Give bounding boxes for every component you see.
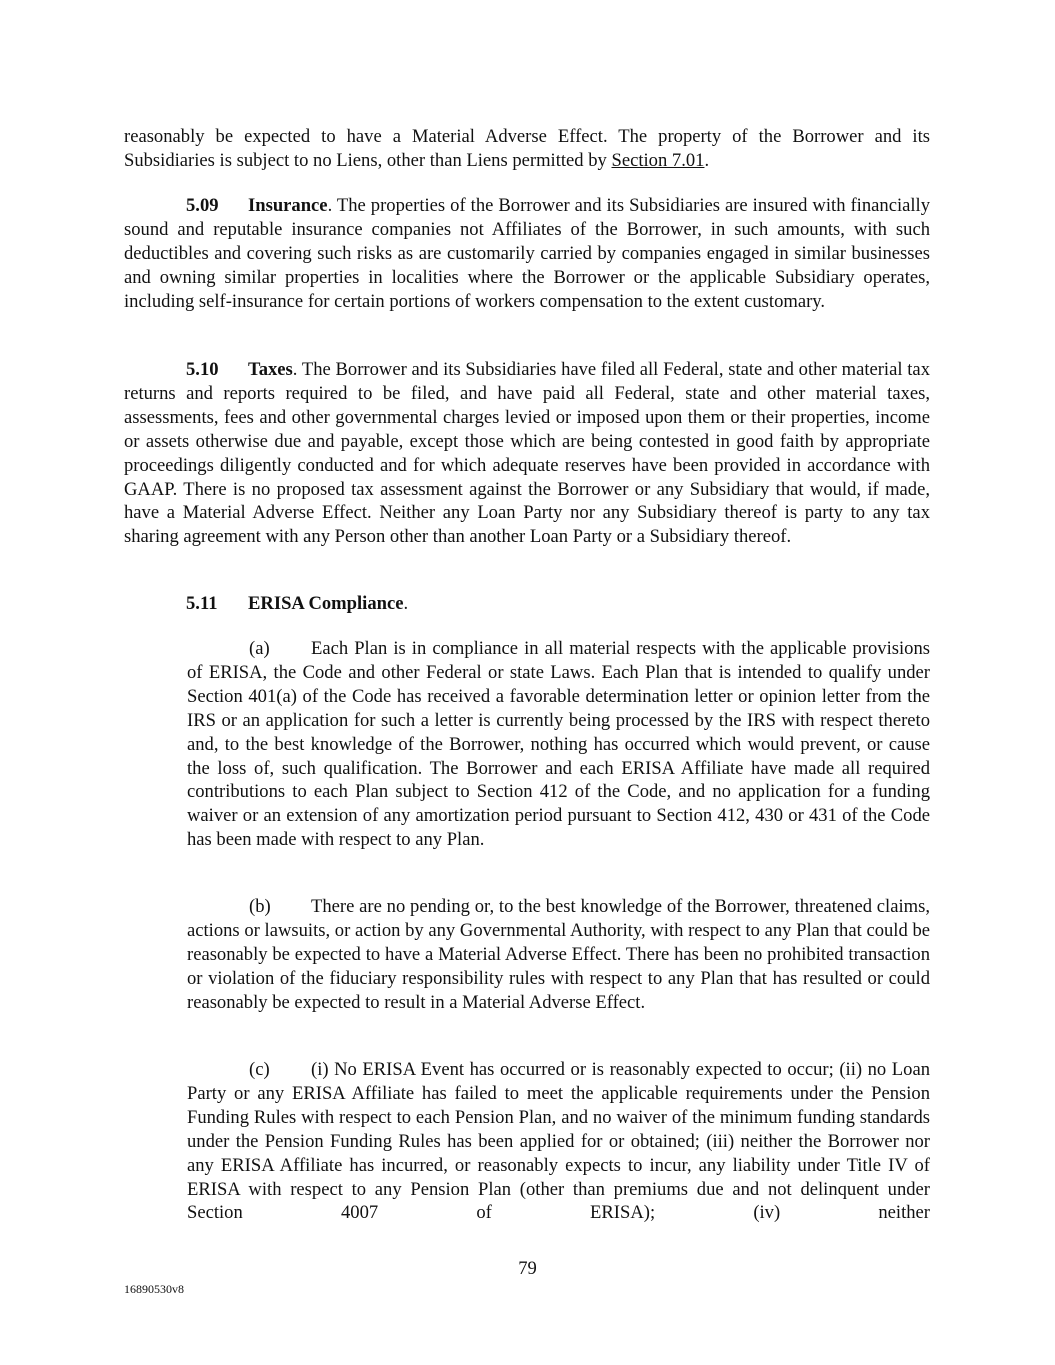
continuation-paragraph xyxy=(124,125,930,173)
section-title: Insurance xyxy=(248,195,328,216)
subsection-b xyxy=(187,895,930,1015)
subsection-c xyxy=(187,1058,930,1225)
subsection-label: (c) xyxy=(249,1059,270,1080)
section-reference-link: Section 7.01 xyxy=(611,149,705,171)
section-number: 5.09 xyxy=(186,195,219,216)
section-title: Taxes xyxy=(248,359,293,380)
section-title-punct: . xyxy=(327,195,333,216)
section-title: ERISA Compliance xyxy=(248,593,404,614)
section-5-09-paragraph xyxy=(124,194,930,314)
subsection-text: Each Plan is in compliance in all material respects with the applicable provisions of ERISA, the Code and other Federal or state Laws. Each Plan that is intended to qualify under Section 401(a) of the Code has received a favorable determination letter or opinion letter from the IRS or an application for such a letter is currently being processed by the IRS with respect thereto and, to the best knowledge of the Borrower, nothing has occurred which would prevent, or cause the loss of, such qualification. The Borrower and each ERISA Affiliate have made all required contributions to each Plan subject to Section 412 of the Code, and no application for a funding waiver or an extension of any amortization period pursuant to Section 412, 430 or 431 of the Code has been made with respect to any Plan. xyxy=(187,638,930,851)
section-title-punct: . xyxy=(292,359,298,380)
continuation-end: . xyxy=(704,149,710,171)
subsection-label: (b) xyxy=(249,896,271,917)
continuation-text: reasonably be expected to have a Material Adverse Effect. The property of the Borrower and its Subsidiaries is subject to no Liens, other than Liens permitted by xyxy=(124,126,930,171)
page-number: 79 xyxy=(518,1258,537,1279)
subsection-label: (a) xyxy=(249,638,270,659)
section-title-punct: . xyxy=(403,593,409,614)
subsection-a xyxy=(187,637,930,852)
section-5-11-heading xyxy=(124,592,930,616)
section-number: 5.11 xyxy=(186,593,218,614)
section-5-10-paragraph xyxy=(124,358,930,549)
subsection-text: There are no pending or, to the best knowledge of the Borrower, threatened claims, actions or lawsuits, or action by any Governmental Authority, with respect to any Plan that could be reasonably be expected to have a Material Adverse Effect. There has been no prohibited transaction or violation of the fiduciary responsibility rules with respect to any Plan that has resulted or could reasonably be expected to result in a Material Adverse Effect. xyxy=(187,896,930,1013)
document-id: 16890530v8 xyxy=(124,1282,184,1296)
section-number: 5.10 xyxy=(186,359,219,380)
subsection-text: (i) No ERISA Event has occurred or is reasonably expected to occur; (ii) no Loan Party or any ERISA Affiliate has failed to meet the applicable requirements under the Pension Funding Rules with respect to each Pension Plan, and no waiver of the minimum funding standards under the Pension Funding Rules has been applied for or obtained; (iii) neither the Borrower nor any ERISA Affiliate has incurred, or reasonably expects to incur, any liability under Title IV of ERISA with respect to any Pension Plan (other than premiums due and not delinquent under Section 4007 of ERISA); (iv) neither xyxy=(187,1059,930,1224)
section-body: The properties of the Borrower and its Subsidiaries are insured with financially sound and reputable insurance companies not Affiliates of the Borrower, in such amounts, with such deductibles and covering such risks as are customarily carried by companies engaged in similar businesses and owning similar properties in localities where the Borrower or the applicable Subsidiary operates, including self-insurance for certain portions of workers compensation to the extent customary. xyxy=(124,195,930,312)
section-body: The Borrower and its Subsidiaries have filed all Federal, state and other material tax returns and reports required to be filed, and have paid all Federal, state and other material taxes, assessments, fees and other governmental charges levied or imposed upon them or their properties, income or assets otherwise due and payable, except those which are being contested in good faith by appropriate proceedings diligently conducted and for which adequate reserves have been provided in accordance with GAAP. There is no proposed tax assessment against the Borrower or any Subsidiary that would, if made, have a Material Adverse Effect. Neither any Loan Party nor any Subsidiary thereof is party to any tax sharing agreement with any Person other than another Loan Party or a Subsidiary thereof. xyxy=(124,359,930,548)
